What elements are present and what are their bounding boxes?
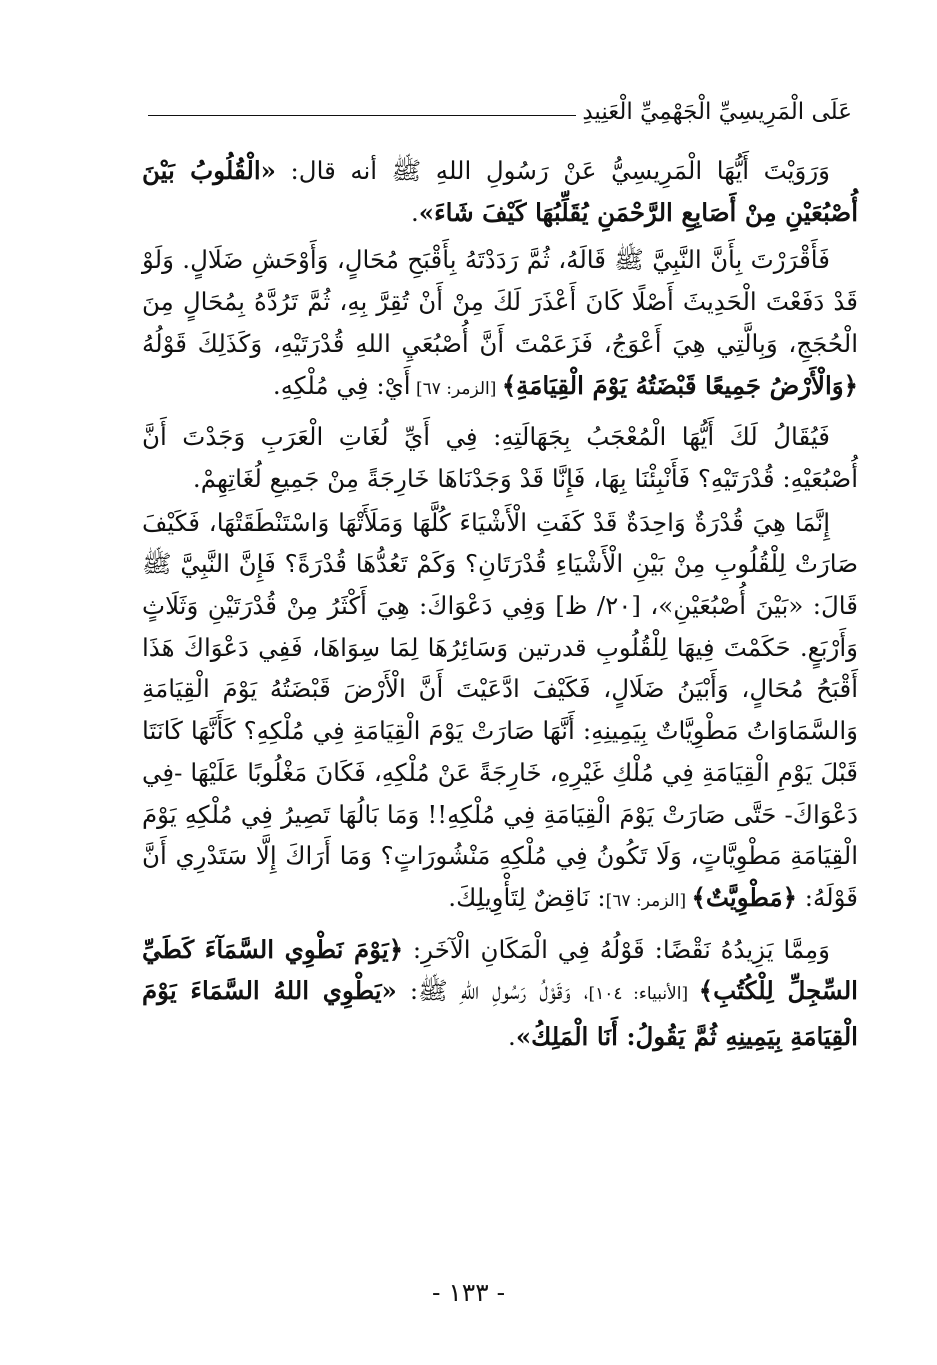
running-header [148,92,852,132]
paragraph-5 [142,929,858,1058]
paragraph-1 [142,150,858,233]
paragraph-5-tail: ، وَقَوْلُ رَسُولِ اللهِ ﷺ: [396,976,589,1006]
paragraph-3 [142,416,858,499]
paragraph-2-lead: فَأَقْرَرْتَ بِأَنَّ النَّبِيَّ ﷺ قَالَهُ، ثُمَّ رَدَدْتَهُ بِأَقْبَحِ مُحَالٍ، وَأَوْحَشِ ضَلَالٍ. وَلَوْ قَدْ دَفَعْتَ الْحَدِيثَ أَصْلًا كَانَ أَعْذَرَ لَكَ مِنْ أَنْ تُقِرَّ بِهِ، ثُمَّ تَرُدَّهُ بِمُحَالٍ مِنَ الْحُجَجِ، وَبِالَّتِي هِيَ أَعْوَجُ، فَزَعَمْتَ أَنَّ أُصْبُعَيِ اللهِ قُدْرَتَيْهِ، وَكَذَلِكَ قَوْلُهُ [142,245,858,358]
page-number: - ١٣٣ - [431,1278,506,1307]
paragraph-4-tail: : نَاقِضٌ لِتَأْوِيلِكَ. [448,882,606,912]
paragraph-5-end: . [508,1022,516,1052]
quran-reference: [الزمر: ٦٧] [410,378,502,399]
quran-quote: ﴿يَوْمَ نَطْوِي السَّمَآءَ كَطَيِّ السِّجِلِّ لِلْكُتُبِ﴾ [142,934,858,1006]
paragraph-2 [142,239,858,410]
paragraph-3-lead: فَيُقَالُ لَكَ أَيُّهَا الْمُعْجَبُ بِجَهَالَتِهِ: فِي أَيِّ لُغَاتِ الْعَرَبِ وَجَدْتَ أَنَّ أُصْبُعَيْهِ: قُدْرَتَيْهِ؟ فَأَنْبِئْنَا بِهَا، فَإِنَّا قَدْ وَجَدْنَاهَا خَارِجَةً مِنْ جَمِيعِ لُغَاتِهِمْ. [142,422,858,493]
paragraph-1-lead: وَرَوَيْتَ أَيُّهَا الْمَرِيسِيُّ عَنْ رَسُولِ اللهِ ﷺ أنه قال: [275,156,831,185]
quran-reference: [الأنبياء: ١٠٤] [588,984,699,1005]
hadith-quote: «الْقُلُوبُ بَيْنَ أُصْبُعَيْنِ مِنْ أَصَابِعِ الرَّحْمَنِ يُقَلِّبُهَا كَيْفَ شَاءَ» [142,156,858,227]
paragraph-4 [142,502,858,923]
main-text [142,150,858,1060]
paragraph-1-tail: . [410,197,419,227]
paragraph-4-lead: إِنَّمَا هِيَ قُدْرَةٌ وَاحِدَةٌ قَدْ كَفَتِ الْأَشْيَاءَ كُلَّهَا وَمَلَأَتْهَا وَاسْتَنْطَقَتْهَا، فَكَيْفَ صَارَتْ لِلْقُلُوبِ مِنْ بَيْنِ الْأَشْيَاءِ قُدْرَتَانِ؟ وَكَمْ تَعُدُّهَا قُدْرَةً؟ فَإِنَّ النَّبِيَّ ﷺ قَالَ: «بَيْنَ أُصْبُعَيْنِ»، [٢٠/ ظ] وَفِي دَعْوَاكَ: هِيَ أَكْثَرُ مِنْ قُدْرَتَيْنِ وَثَلَاثٍ وَأَرْبَعٍ. حَكَمْتَ فِيهَا لِلْقُلُوبِ قدرتين وَسَائِرُهَا لِمَا سِوَاهَا، فَفِي دَعْوَاكَ هَذَا أَقْبَحُ مُحَالٍ، وَأَبْيَنُ ضَلَالٍ، فَكَيْفَ ادَّعَيْتَ أَنَّ الْأَرْضَ قَبْضَتُهُ يَوْمَ الْقِيَامَةِ وَالسَّمَاوَاتُ مَطْوِيَّاتٌ بِيَمِينِهِ: أَنَّهَا صَارَتْ يَوْمَ الْقِيَامَةِ فِي مُلْكِهِ؟ كَأَنَّهَا كَانَتَا قَبْلَ يَوْمِ الْقِيَامَةِ فِي مُلْكِ غَيْرِهِ، خَارِجَةً عَنْ مُلْكِهِ، فَكَانَ مَغْلُوبًا عَلَيْهَا -فِي دَعْوَاكَ- حَتَّى صَارَتْ يَوْمَ الْقِيَامَةِ فِي مُلْكِهِ!! وَمَا بَالُهَا تَصِيرُ فِي مُلْكِهِ يَوْمَ الْقِيَامَةِ مَطْوِيَّاتٍ، وَلَا تَكُونُ فِي مُلْكِهِ مَنْشُورَاتٍ؟ وَمَا أَرَاكَ إِلَّا سَتَدْرِي أَنَّ قَوْلَهُ: [142,507,858,912]
quran-quote: ﴿وَالْأَرْضُ جَمِيعًا قَبْضَتُهُ يَوْمَ الْقِيَامَةِ﴾ [501,370,858,400]
quran-reference: [الزمر: ٦٧] [605,890,692,911]
paragraph-2-tail: أَيْ: فِي مُلْكِهِ. [272,370,411,400]
hadith-quote: «يَطْوِي اللهُ السَّمَاءَ يَوْمَ الْقِيَامَةِ بِيَمِينِهِ ثُمَّ يَقُولُ: أَنَا الْمَلِكُ» [142,976,858,1052]
paragraph-5-lead: وَمِمَّا يَزِيدُهُ نَقْضًا: قَوْلُهُ فِي الْمَكَانِ الْآخَرِ: [403,934,830,964]
running-title: عَلَى الْمَرِيسِيِّ الْجَهْمِيِّ الْعَنِيدِ [582,99,852,125]
quran-quote: ﴿مَطْوِيَّتٌ﴾ [691,882,797,912]
header-rule [148,115,576,116]
